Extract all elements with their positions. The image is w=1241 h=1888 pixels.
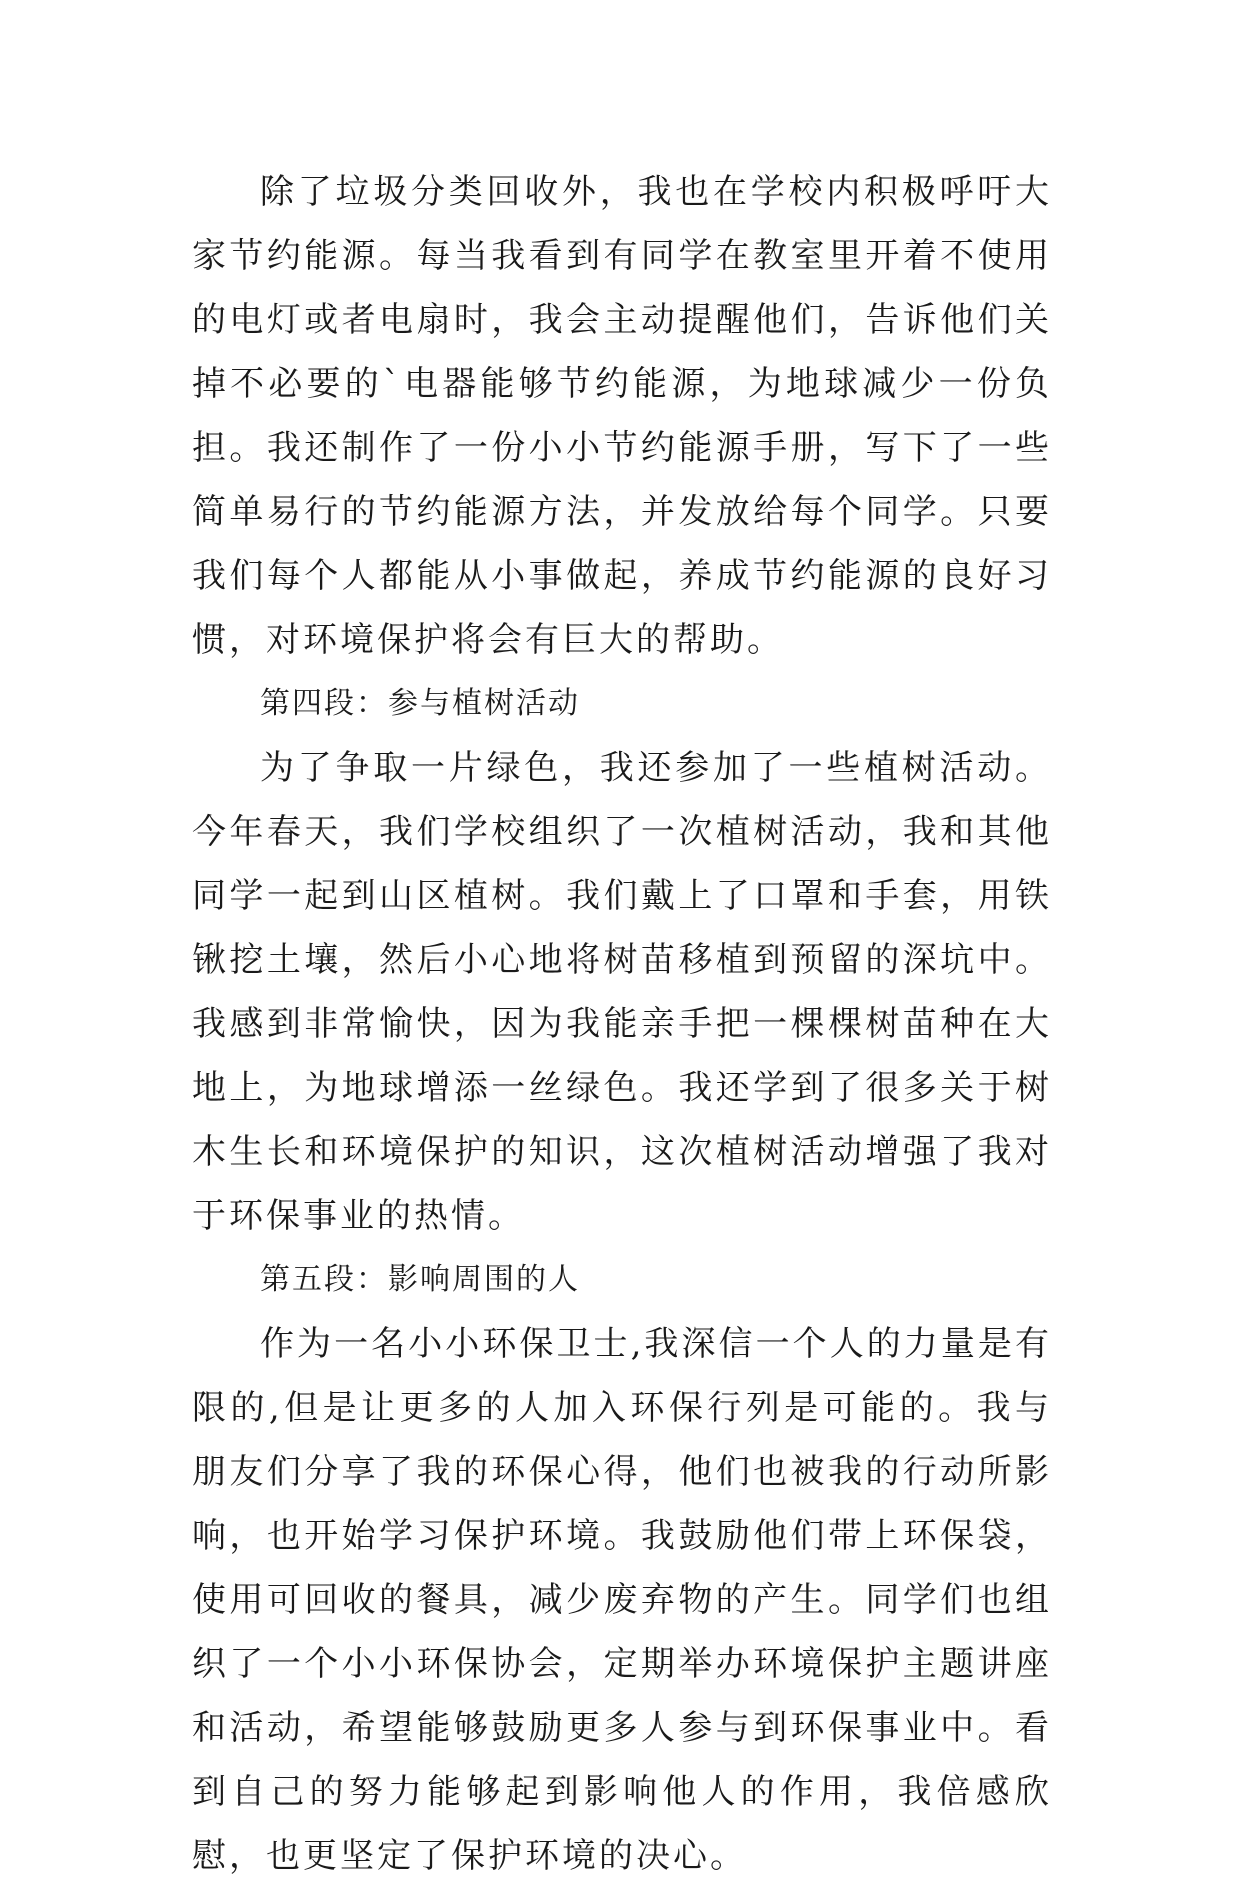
section-heading-tree-planting: 第四段：参与植树活动	[260, 686, 580, 721]
document-body	[192, 160, 1052, 1888]
section-heading-influence: 第五段：影响周围的人	[260, 1262, 580, 1297]
paragraph-tree-planting: 为了争取一片绿色，我还参加了一些植树活动。今年春天，我们学校组织了一次植树活动，我和其他同学一起到山区植树。我们戴上了口罩和手套，用铁锹挖土壤，然后小心地将树苗移植到预留的深坑中。我感到非常愉快，因为我能亲手把一棵棵树苗种在大地上，为地球增添一丝绿色。我还学到了很多关于树木生长和环境保护的知识，这次植树活动增强了我对于环保事业的热情。	[192, 748, 1052, 1236]
paragraph-energy-saving: 除了垃圾分类回收外，我也在学校内积极呼吁大家节约能源。每当我看到有同学在教室里开着不使用的电灯或者电扇时，我会主动提醒他们，告诉他们关掉不必要的`电器能够节约能源，为地球减少一份负担。我还制作了一份小小节约能源手册，写下了一些简单易行的节约能源方法，并发放给每个同学。只要我们每个人都能从小事做起，养成节约能源的良好习惯，对环境保护将会有巨大的帮助。	[192, 172, 1052, 660]
paragraph-influence: 作为一名小小环保卫士,我深信一个人的力量是有限的,但是让更多的人加入环保行列是可能的。我与朋友们分享了我的环保心得，他们也被我的行动所影响，也开始学习保护环境。我鼓励他们带上环保袋，使用可回收的餐具，减少废弃物的产生。同学们也组织了一个小小环保协会，定期举办环境保护主题讲座和活动，希望能够鼓励更多人参与到环保事业中。看到自己的努力能够起到影响他人的作用，我倍感欣慰，也更坚定了保护环境的决心。	[192, 1324, 1052, 1876]
